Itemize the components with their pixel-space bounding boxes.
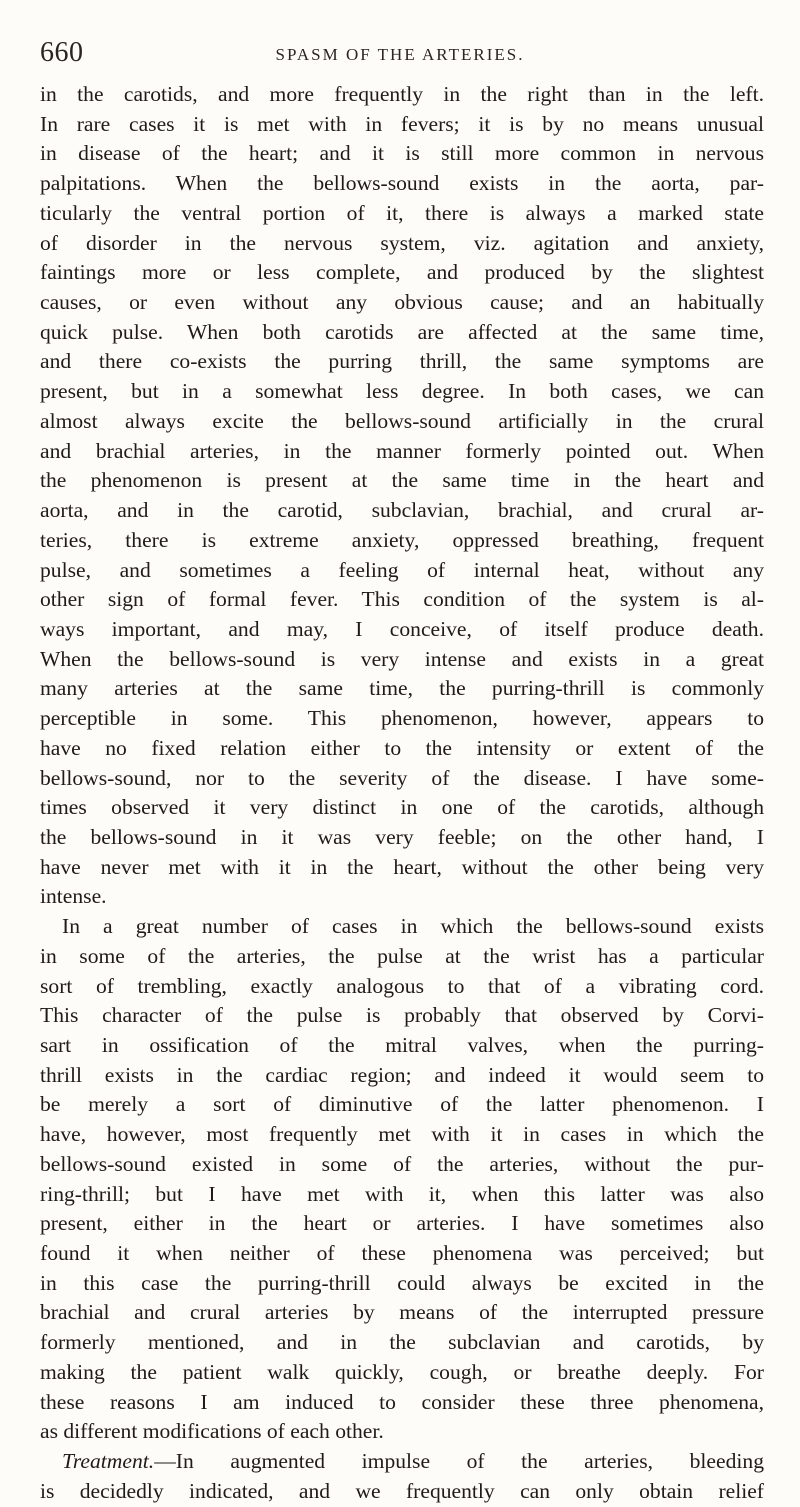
text-line: the phenomenon is present at the same time in the heart and <box>40 468 764 493</box>
text-line: present, either in the heart or arteries. I have sometimes also <box>40 1211 764 1236</box>
text-line: and there co-exists the purring thrill, the same symptoms are <box>40 349 764 374</box>
text-line: teries, there is extreme anxiety, oppressed breathing, frequent <box>40 527 764 552</box>
text-line: in this case the purring-thrill could always be excited in the <box>40 1270 764 1295</box>
text-line: sart in ossification of the mitral valves, when the purring- <box>40 1033 764 1057</box>
page-number: 660 <box>40 37 84 68</box>
text-line: pulse, and sometimes a feeling of internal heat, without any <box>40 557 764 582</box>
text-line: In rare cases it is met with in fevers; it is by no means unusual <box>40 111 764 136</box>
text-line: quick pulse. When both carotids are affected at the same time, <box>40 319 764 344</box>
text-line: bellows-sound, nor to the severity of the disease. I have some- <box>40 765 764 790</box>
text-line: In a great number of cases in which the bellows-sound exists <box>62 914 764 939</box>
text-line: present, but in a somewhat less degree. In both cases, we can <box>40 379 764 404</box>
text-line: palpitations. When the bellows-sound exists in the aorta, par- <box>40 171 764 196</box>
text-line: as different modifications of each other. <box>40 1419 384 1444</box>
text-line: When the bellows-sound is very intense and exists in a great <box>40 646 764 671</box>
text-line: in the carotids, and more frequently in the right than in the left. <box>40 82 764 106</box>
text-line: ticularly the ventral portion of it, there is always a marked state <box>40 200 764 225</box>
text-line: almost always excite the bellows-sound artificially in the crural <box>40 408 764 433</box>
text-line: faintings more or less complete, and produced by the slightest <box>40 260 764 285</box>
text-line: found it when neither of these phenomena was perceived; but <box>40 1241 764 1266</box>
text-line: bellows-sound existed in some of the arteries, without the pur- <box>40 1151 764 1176</box>
text-line: perceptible in some. This phenomenon, however, appears to <box>40 706 764 731</box>
text-line: have no fixed relation either to the intensity or extent of the <box>40 735 764 760</box>
text-line: of disorder in the nervous system, viz. agitation and anxiety, <box>40 230 764 255</box>
treatment-line <box>40 1447 764 1477</box>
text-line: brachial and crural arteries by means of the interrupted pressure <box>40 1300 764 1325</box>
text-line: these reasons I am induced to consider these three phenomena, <box>40 1389 764 1414</box>
text-line: other sign of formal fever. This condition of the system is al- <box>40 587 764 612</box>
text-line: be merely a sort of diminutive of the latter phenomenon. I <box>40 1092 764 1117</box>
text-line: formerly mentioned, and in the subclavian and carotids, by <box>40 1330 764 1355</box>
body-text <box>40 80 764 1507</box>
text-line: thrill exists in the cardiac region; and indeed it would seem to <box>40 1062 764 1087</box>
text-line: causes, or even without any obvious cause; and an habitually <box>40 290 764 315</box>
running-head: SPASM OF THE ARTERIES. <box>275 45 525 64</box>
text-line: the bellows-sound in it was very feeble; on the other hand, I <box>40 824 764 849</box>
text-line: have, however, most frequently met with it in cases in which the <box>40 1122 764 1147</box>
text-line: is decidedly indicated, and we frequently can only obtain relief <box>40 1478 764 1503</box>
text-line: making the patient walk quickly, cough, or breathe deeply. For <box>40 1359 764 1384</box>
text-line: ways important, and may, I conceive, of itself produce death. <box>40 616 764 641</box>
text-line: This character of the pulse is probably that observed by Corvi- <box>40 1003 764 1028</box>
text-line: intense. <box>40 884 107 909</box>
treatment-heading: Treatment. <box>62 1449 155 1474</box>
text-line: and brachial arteries, in the manner formerly pointed out. When <box>40 438 764 463</box>
text-line: have never met with it in the heart, without the other being very <box>40 854 764 879</box>
treatment-text: —In augmented impulse of the arteries, bleeding <box>154 1449 764 1474</box>
text-line: many arteries at the same time, the purring-thrill is commonly <box>40 676 764 701</box>
text-line: ring-thrill; but I have met with it, when this latter was also <box>40 1181 764 1206</box>
text-line: sort of trembling, exactly analogous to that of a vibrating cord. <box>40 973 764 998</box>
text-line: times observed it very distinct in one of the carotids, although <box>40 795 764 820</box>
text-line: in disease of the heart; and it is still more common in nervous <box>40 141 764 166</box>
text-line: aorta, and in the carotid, subclavian, brachial, and crural ar- <box>40 498 764 523</box>
text-line: in some of the arteries, the pulse at the wrist has a particular <box>40 943 764 968</box>
